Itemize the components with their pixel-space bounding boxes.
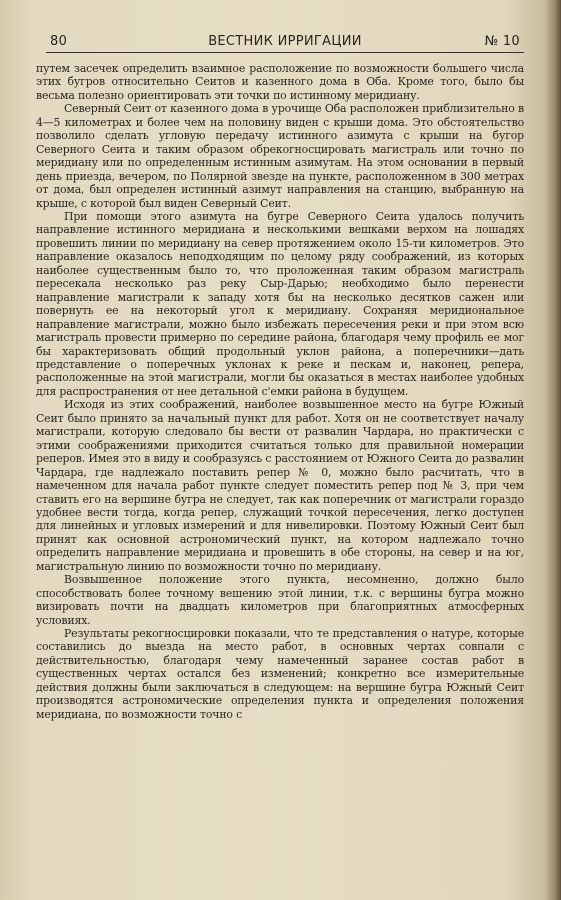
issue-number: № 10 [484,34,520,49]
paragraph-4: Исходя из этих соображений, наиболее возвышенное место на бугре Южный Сеит было принято за начальный пункт для работ. Хотя он не соответствует началу магистрали, которую следовало бы вести от развалин Чардара, но практически с этими соображениями приходится считаться только для правильной номерации реперов. Имея это в виду и сообразуясь с расстоянием от Южного Сеита до развалин Чардара, где надлежало поставить репер № 0, можно было расчитать, что в намеченном для начала работ пункте следует поместить репер под № 3, при чем ставить его на вершине бугра не следует, так как поперечник от магистрали гораздо удобнее вести тогда, когда репер, служащий точкой пересечения, легко доступен для линейных и угловых измерений и для нивелировки. Поэтому Южный Сеит был принят как основной астрономический пункт, на котором надлежало точно определить направление меридиана и провешить в обе стороны, на север и на юг, магистральную линию по возможности точно по меридиану. [36,398,524,573]
paragraph-5: Возвышенное положение этого пункта, несомненно, должно было способствовать более точному вешению этой линии, т.к. с вершины бугра можно визировать почти на двадцать километров при благоприятных атмосферных условиях. [36,573,524,627]
article-body [36,62,524,721]
header-rule [46,52,524,53]
page-number: 80 [50,34,68,49]
running-header [50,30,520,52]
paragraph-1: путем засечек определить взаимное расположение по возможности большего числа этих бугров относительно Сеитов и казенного дома в Оба. Кроме того, было бы весьма полезно ориентировать эти точки по истинному меридиану. [36,62,524,102]
paragraph-3: При помощи этого азимута на бугре Северного Сеита удалось получить направление истинного меридиана и несколькими вешками верхом на лошадях провешить линии по меридиану на север протяжением около 15-ти километров. Это направление оказалось неподходящим по целому ряду соображений, из которых наиболее существенным было то, что проложенная таким образом магистраль пересекала несколько раз реку Сыр-Дарью; необходимо было перенести направление магистрали к западу хотя бы на несколько десятков сажен или повернуть ее на некоторый угол к меридиану. Сохраняя меридиональное направление магистрали, можно было избежать пересечения реки и при этом всю магистраль провести примерно по середине района, благодаря чему профиль ее мог бы характеризовать общий продольный уклон района, а поперечники—дать представление о поперечных уклонах к реке и пескам и, наконец, реперa, расположенные на этой магистрали, могли бы оказаться в местах наиболее удобных для распространения от нее детальной с'емки района в будущем. [36,209,524,398]
paragraph-6: Результаты рекогносцировки показали, что те представления о натуре, которые составились до выезда на место работ, в основных чертах совпали с действительностью, благодаря чему намеченный заранее состав работ в существенных чертах остался без изменений; конкретно все измерительные действия должны были заключаться в следующем: на вершине бугра Южный Сеит производятся астрономические определения пункта и определения положения меридиана, по возможности точно с [36,627,524,721]
page-edge-shadow [553,0,561,900]
paragraph-2: Северный Сеит от казенного дома в урочище Оба расположен приблизительно в 4—5 километрах и более чем на половину виден с крыши дома. Это обстоятельство позволило сделать угловую передачу истинного азимута с крыши на бугор Северного Сеита и таким образом обрекогносцировать магистраль или точно по меридиану или по определенным истинным азимутам. На этом основании в первый день приезда, вечером, по Полярной звезде на пункте, расположенном в 300 метрах от дома, был определен истинный азимут направления на станцию, выбранную на крыше, с которой был виден Северный Сеит. [36,102,524,210]
journal-title: ВЕСТНИК ИРРИГАЦИИ [208,34,362,49]
